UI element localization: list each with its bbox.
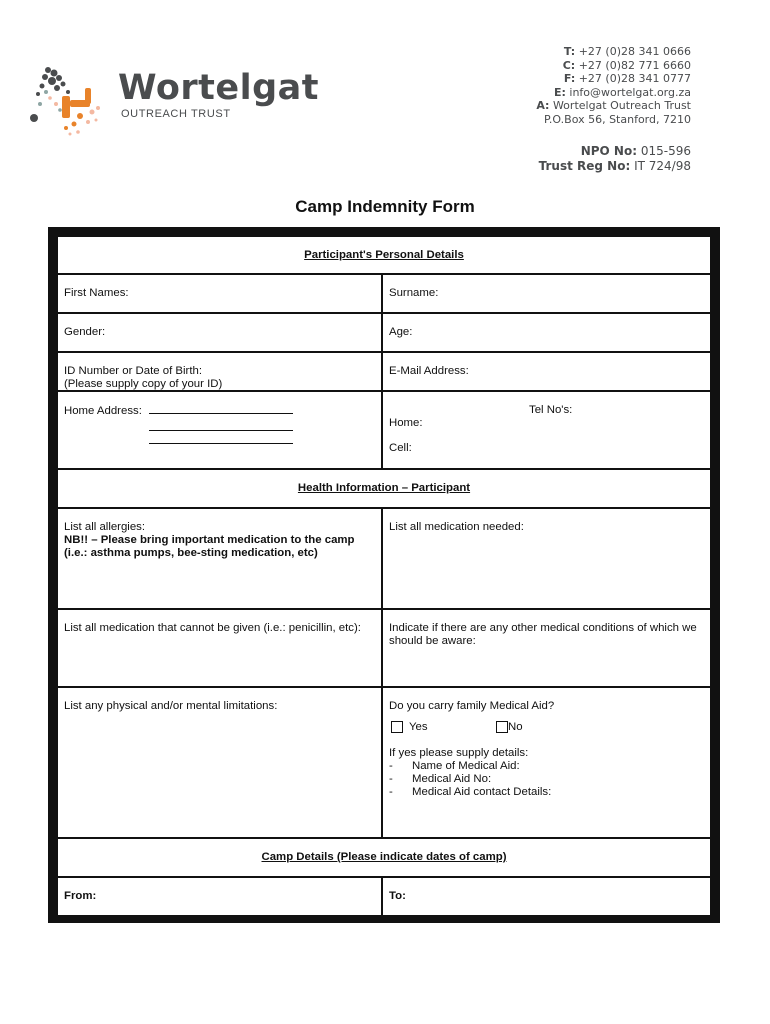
id-note: (Please supply copy of your ID)	[64, 378, 223, 390]
brand-subtitle: OUTREACH TRUST	[121, 108, 231, 120]
yes-checkbox[interactable]	[391, 721, 403, 733]
npo-number: NPO No: 015-596	[580, 144, 691, 158]
home-phone-label: Home:	[389, 417, 423, 429]
allergies-note-2: (i.e.: asthma pumps, bee-sting medication, etc)	[64, 547, 318, 559]
camp-details-heading: Camp Details (Please indicate dates of camp)	[58, 839, 710, 876]
cell-phone-label: Cell:	[389, 442, 412, 454]
home-address-field[interactable]	[58, 392, 381, 468]
registration-block	[539, 144, 691, 174]
contact-fax: F: +27 (0)28 341 0777	[563, 72, 691, 86]
allergies-label: List all allergies:	[64, 521, 146, 533]
address-line-2[interactable]	[149, 418, 293, 431]
allergies-note-1: NB!! – Please bring important medication to the camp	[64, 534, 355, 546]
no-label: No	[508, 721, 523, 734]
allergies-field[interactable]	[58, 509, 381, 608]
detail-medical-aid-name: - Name of Medical Aid:	[389, 760, 520, 772]
brand-name: Wortelgat	[118, 68, 320, 108]
contact-postal: P.O.Box 56, Stanford, 7210	[544, 112, 691, 126]
surname-field[interactable]: Surname:	[383, 275, 710, 312]
contact-phone: T: +27 (0)28 341 0666	[563, 45, 691, 58]
personal-details-heading: Participant's Personal Details	[58, 237, 710, 273]
limitations-field[interactable]: List any physical and/or mental limitations:	[58, 688, 381, 837]
wortelgat-logo-icon	[30, 64, 120, 140]
other-conditions-field[interactable]: Indicate if there are any other medical conditions of which we should be aware:	[383, 610, 710, 686]
camp-to-field[interactable]: To:	[383, 878, 710, 915]
contact-address: A: Wortelgat Outreach Trust	[536, 99, 691, 113]
address-line-3[interactable]	[149, 431, 293, 444]
address-line-1[interactable]	[149, 404, 293, 414]
indemnity-form-table	[48, 227, 720, 923]
medical-aid-section	[383, 688, 710, 837]
detail-medical-aid-contact: - Medical Aid contact Details:	[389, 786, 552, 798]
home-address-label: Home Address:	[64, 405, 142, 417]
first-names-field[interactable]: First Names:	[58, 275, 381, 312]
camp-from-field[interactable]: From:	[58, 878, 381, 915]
telephone-field[interactable]	[383, 392, 710, 468]
id-label: ID Number or Date of Birth:	[64, 365, 203, 377]
medical-aid-no-option[interactable]	[496, 721, 523, 734]
id-number-field[interactable]	[58, 353, 381, 390]
email-field[interactable]: E-Mail Address:	[383, 353, 710, 390]
medical-aid-question: Do you carry family Medical Aid?	[389, 700, 555, 712]
contact-email: E: info@wortelgat.org.za	[553, 85, 691, 99]
contact-block	[536, 45, 691, 127]
detail-medical-aid-number: - Medical Aid No:	[389, 773, 492, 785]
trust-reg-number: Trust Reg No: IT 724/98	[538, 159, 691, 173]
medication-not-given-field[interactable]: List all medication that cannot be given (i.e.: penicillin, etc):	[58, 610, 381, 686]
tel-nos-label: Tel No's:	[529, 404, 573, 416]
medical-aid-yes-option[interactable]	[391, 721, 428, 734]
age-field[interactable]: Age:	[383, 314, 710, 351]
supply-details-label: If yes please supply details:	[389, 747, 529, 759]
medication-needed-field[interactable]: List all medication needed:	[383, 509, 710, 608]
page-title: Camp Indemnity Form	[295, 197, 475, 216]
no-checkbox[interactable]	[496, 721, 508, 733]
contact-cell: C: +27 (0)82 771 6660	[562, 58, 691, 72]
gender-field[interactable]: Gender:	[58, 314, 381, 351]
yes-label: Yes	[409, 721, 428, 734]
health-info-heading: Health Information – Participant	[58, 470, 710, 507]
